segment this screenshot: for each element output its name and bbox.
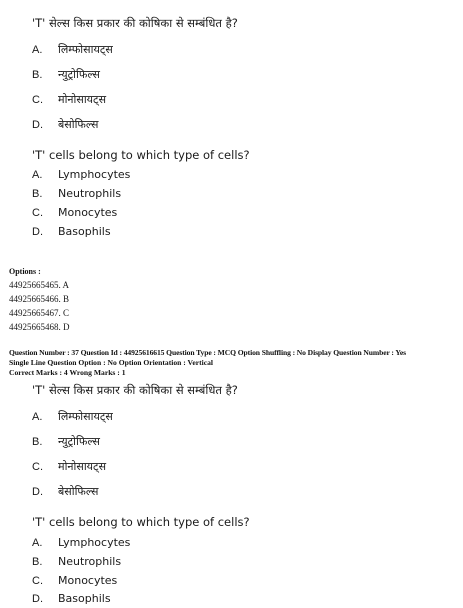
q1-english-option-b: Neutrophils xyxy=(58,187,122,200)
q2-english-option-b: Neutrophils xyxy=(58,555,122,568)
q1-english-option-c-letter: C. xyxy=(32,207,43,219)
q1-english-option-a-letter: A. xyxy=(32,169,43,181)
question-meta-line-2: Single Line Question Option : No Option Orientation : Vertical xyxy=(9,358,213,367)
options-heading: Options : xyxy=(9,267,41,276)
q1-english-option-d-letter: D. xyxy=(32,226,43,238)
q1-hindi-option-b-letter: B. xyxy=(32,69,43,81)
q2-hindi-option-a: लिम्फोसायट्स xyxy=(58,410,113,423)
q2-hindi-option-b-letter: B. xyxy=(32,436,43,448)
q1-hindi-option-b: न्युट्रोफिल्स xyxy=(58,68,100,81)
q2-english-option-a-letter: A. xyxy=(32,537,43,549)
q1-hindi-option-d: बेसोफिल्स xyxy=(58,118,99,131)
q2-hindi-question: 'T' सेल्स किस प्रकार की कोषिका से सम्बंधित है? xyxy=(32,383,238,397)
option-id-c: 44925665467. C xyxy=(9,308,70,318)
option-id-a: 44925665465. A xyxy=(9,280,70,290)
q1-hindi-option-a: लिम्फोसायट्स xyxy=(58,43,113,56)
q1-hindi-question: 'T' सेल्स किस प्रकार की कोषिका से सम्बंधित है? xyxy=(32,16,238,30)
q1-english-question: 'T' cells belong to which type of cells? xyxy=(32,148,250,162)
q1-hindi-option-d-letter: D. xyxy=(32,119,43,131)
q2-hindi-option-c-letter: C. xyxy=(32,461,43,473)
q1-english-option-d: Basophils xyxy=(58,225,111,238)
option-id-d: 44925665468. D xyxy=(9,322,70,332)
q2-english-option-d: Basophils xyxy=(58,592,111,605)
q2-hindi-option-c: मोनोसायट्स xyxy=(58,460,107,473)
q1-hindi-option-a-letter: A. xyxy=(32,44,43,56)
q2-english-option-d-letter: D. xyxy=(32,593,43,605)
q2-english-option-a: Lymphocytes xyxy=(58,536,131,549)
q2-hindi-option-a-letter: A. xyxy=(32,411,43,423)
q1-hindi-option-c-letter: C. xyxy=(32,94,43,106)
q1-english-option-b-letter: B. xyxy=(32,188,43,200)
q2-english-option-b-letter: B. xyxy=(32,556,43,568)
q2-english-question: 'T' cells belong to which type of cells? xyxy=(32,515,250,529)
q1-english-option-a: Lymphocytes xyxy=(58,168,131,181)
q1-hindi-option-c: मोनोसायट्स xyxy=(58,93,107,106)
q2-hindi-option-d: बेसोफिल्स xyxy=(58,485,99,498)
question-meta-line-1: Question Number : 37 Question Id : 44925616615 Question Type : MCQ Option Shuffling : No Display Question Number : Yes xyxy=(9,348,407,357)
q1-english-option-c: Monocytes xyxy=(58,206,118,219)
option-id-b: 44925665466. B xyxy=(9,294,70,304)
question-meta-line-3: Correct Marks : 4 Wrong Marks : 1 xyxy=(9,368,126,377)
q2-english-option-c-letter: C. xyxy=(32,575,43,587)
q2-hindi-option-b: न्युट्रोफिल्स xyxy=(58,435,100,448)
q2-english-option-c: Monocytes xyxy=(58,574,118,587)
q2-hindi-option-d-letter: D. xyxy=(32,486,43,498)
